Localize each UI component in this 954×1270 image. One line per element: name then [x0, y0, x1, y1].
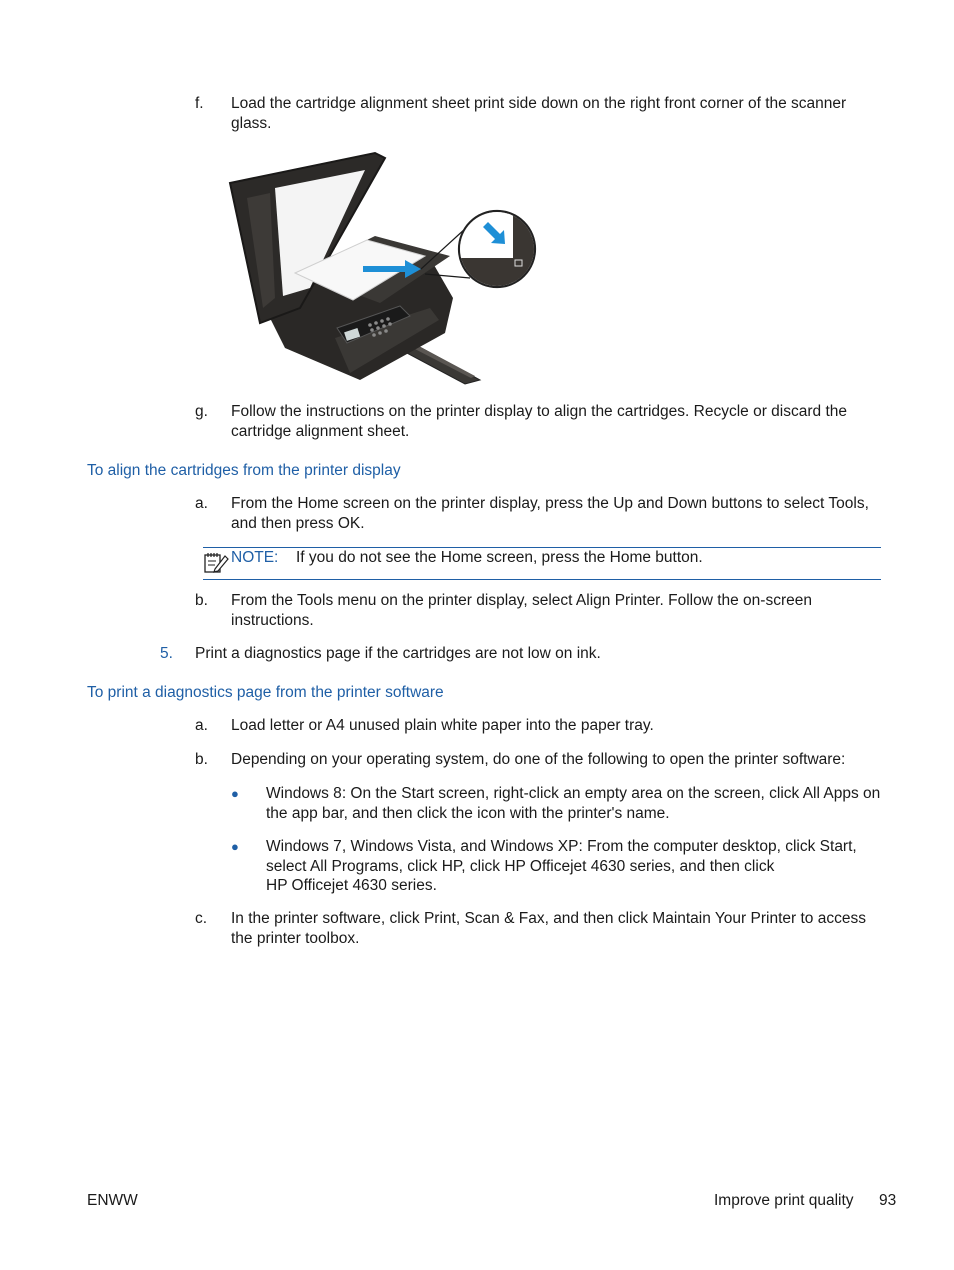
- note-pencil-icon: [203, 550, 229, 574]
- align-step-b-marker: b.: [195, 592, 208, 609]
- diag-step-c-marker: c.: [195, 910, 208, 927]
- step-g-text: Follow the instructions on the printer display to align the cartridges. Recycle or discard the cartridge alignment sheet.: [231, 403, 847, 440]
- diag-step-c-text: In the printer software, click Print, Scan & Fax, and then click Maintain Your Printer to access the printer toolbox.: [231, 910, 866, 947]
- step-f-marker: f.: [195, 95, 204, 112]
- align-step-a-marker: a.: [195, 495, 208, 512]
- printer-scanner-illustration: [225, 148, 545, 388]
- align-step-a-text: From the Home screen on the printer display, press the Up and Down buttons to select Tools, and then press OK.: [231, 495, 869, 532]
- section-heading-diagnostics: To print a diagnostics page from the printer software: [87, 684, 444, 701]
- bullet-dot-icon: ●: [231, 839, 239, 854]
- diag-step-b-marker: b.: [195, 751, 208, 768]
- bullet-windows-7-text: Windows 7, Windows Vista, and Windows XP: From the computer desktop, click Start, select All Programs, click HP, click HP Officejet 4630 series, and then click HP Officejet 4630 series.: [266, 838, 857, 894]
- bullet-dot-icon: ●: [231, 786, 239, 801]
- bullet-windows-8-text: Windows 8: On the Start screen, right-click an empty area on the screen, click All Apps on the app bar, and then click the icon with the printer's name.: [266, 785, 881, 822]
- diag-step-a-text: Load letter or A4 unused plain white paper into the paper tray.: [231, 717, 654, 734]
- diag-step-a-marker: a.: [195, 717, 208, 734]
- align-step-b-text: From the Tools menu on the printer display, select Align Printer. Follow the on-screen instructions.: [231, 592, 812, 629]
- note-label: NOTE:: [231, 549, 279, 566]
- footer-page-number: 93: [879, 1192, 897, 1209]
- section-heading-align: To align the cartridges from the printer display: [87, 462, 401, 479]
- step-g-marker: g.: [195, 403, 208, 420]
- step-f-text: Load the cartridge alignment sheet print side down on the right front corner of the scanner glass.: [231, 95, 847, 132]
- note-text: If you do not see the Home screen, press the Home button.: [296, 549, 703, 566]
- step-5-text: Print a diagnostics page if the cartridges are not low on ink.: [195, 645, 601, 662]
- diag-step-b-text: Depending on your operating system, do one of the following to open the printer software:: [231, 751, 846, 768]
- footer-left: ENWW: [87, 1192, 138, 1209]
- step-5-marker: 5.: [160, 645, 173, 662]
- note-box: [203, 547, 881, 580]
- footer-section-title: Improve print quality: [714, 1192, 854, 1209]
